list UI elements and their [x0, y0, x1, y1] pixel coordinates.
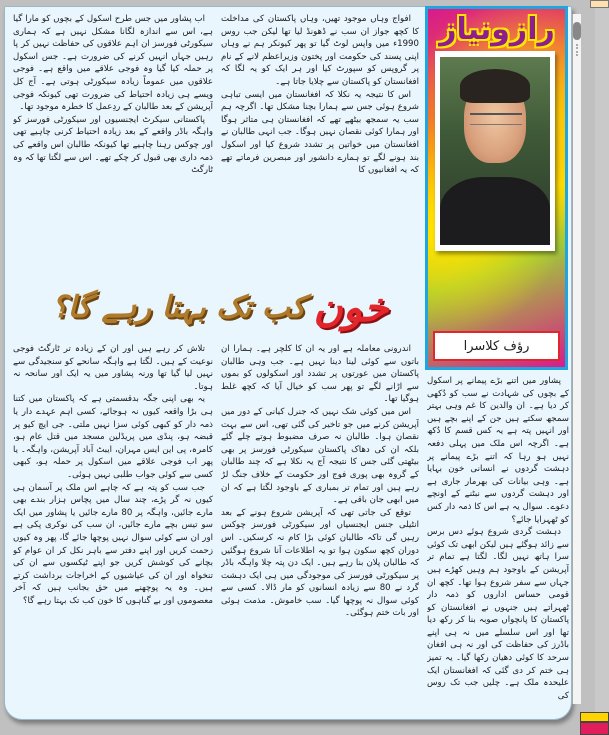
paragraph: دہشت گردی شروع ہوئے دس برس سے زائد ہوگئے ہیں لیکن ابھی تک کوئی سرا ہاتھ نہیں لگا۔ لگتا ہے تمام تر آپریشن کے باوجود ہم وہیں کھڑے ہیں جہاں سے سفر شروع ہوا تھا۔ کچھ ان قومی حساس اداروں کو ذمہ دار ٹھہراتے ہیں جنہوں نے افغانستان کو پاکستان کا پانچواں صوبہ بنا کر رکھ دیا تھا اور اس سلسلے میں نہ ہی اپنے باڈرز کی حفاظت کی اور نہ ہی افغان سرحد کا کوئی دھیان رکھا گیا۔ یہ تمیز ہی ختم کر دی گئی کہ افغانستان ایک علیحدہ ملک ہے۔ چلیں جب تک روس کی [427, 527, 569, 701]
paragraph: تلاش کر رہے ہیں اور ان کے زیادہ تر ٹارگٹ فوجی نوعیت کے ہیں۔ لگتا ہے واہگہ سانحے کو سنجیدگی سے نہیں لیا گیا تھا ورنہ پشاور میں یہ ایک اور سانحہ نہ ہوتا۔ [13, 344, 213, 392]
column-2-bottom [221, 343, 419, 709]
author-photo [440, 57, 550, 245]
paragraph: توقع کی جاتی تھی کہ آپریشن شروع ہونے کے بعد انٹیلی جنس ایجنسیاں اور سیکورٹی فورسز چوکس رہیں گی تاکہ طالبان کوئی بڑا کام نہ کرسکیں۔ اس دوران کچھ سکون ہوا تو یہ اطلاعات آنا شروع ہوگئیں کہ طالبان پلان بنا رہے ہیں۔ ایک دن پتہ چلا واہگہ باڈر پر سیکورٹی فورسز کی موجودگی میں ہی ایک دہشت گرد نے 80 سے زیادہ انسانوں کو مار ڈالا۔ کسی سے کوئی سوال نہ پوچھا گیا۔ سب خاموش۔ مذمت ہوئی اور بات ختم ہوگئی۔ [221, 507, 419, 619]
column-1-top [13, 13, 213, 271]
column-title: رازونیاز [439, 11, 555, 47]
paragraph: اب پشاور میں جس طرح اسکول کے بچوں کو مارا گیا ہے، اس سے اندازہ لگانا مشکل نہیں ہے کہ ہماری سیکورٹی فورسز ان اہم علاقوں کی حفاظت نہیں کر پا رہیں جہاں انہیں کرنے کی ضرورت ہے۔ جس اسکول پر حملہ کیا گیا وہ فوجی علاقے میں واقع ہے۔ فوجی علاقوں میں عموماً زیادہ سیکورٹی ہوتی ہے۔ آج کل ویسے ہی زیادہ احتیاط کی ضرورت تھی کیونکہ فوجی آپریشن کے بعد طالبان کے ردِعمل کا خطرہ موجود تھا۔ [13, 14, 213, 113]
paragraph: اس میں کوئی شک نہیں کہ جنرل کیانی کے دور میں آپریشن کرنے میں جو تاخیر کی گئی تھی، اس سے بہت نقصان ہوا۔ طالبان نہ صرف مضبوط ہوتے چلے گئے بلکہ ان کی دھاک پاکستان سیکورٹی فورسز پر بھی بیٹھتی گئی جس کا نتیجہ آج یہ نکلا ہے کہ چند طالبان کے گروہ بھی پوری فوج اور حکومت کے خلاف جنگ لڑ رہے ہیں اور تمام تر بمباری کے باوجود لگتا ہے کہ ان میں ابھی جان باقی ہے۔ [221, 406, 419, 506]
photo-hair [460, 69, 530, 103]
column-2-top [221, 13, 419, 271]
masthead-panel [425, 6, 568, 370]
column-logo [432, 11, 562, 47]
author-name-box [433, 331, 560, 361]
author-name: رؤف کلاسرا [463, 338, 530, 354]
scrollbar-grip-icon [576, 44, 580, 56]
paragraph: یہ بھی اپنی جگہ بدقسمتی ہے کہ پاکستان میں کتنا ہی بڑا واقعہ کیوں نہ ہوجائے، کسی اہم عہدے دار یا ذمہ دار کو کبھی کوئی سزا نہیں ملتی۔ جی ایچ کیو پر قبضہ ہو، پنڈی میں پریڈلین مسجد میں قتل عام ہو، کامرہ، پی این ایس مہران، ایبٹ آباد آپریشن، واہگہ۔ یا پھر اب فوجی علاقے میں اسکول پر حملہ ہو، کبھی کسی سے کوئی جواب طلبی نہیں ہوئی۔ [13, 394, 213, 480]
column-1-bottom [13, 343, 213, 709]
scrollbar-thumb[interactable] [573, 22, 581, 40]
top-corner-tab [590, 0, 609, 8]
headline-gold-text: کب تک بہتا رہے گا؟ [51, 289, 306, 325]
vertical-scrollbar[interactable] [572, 14, 581, 704]
paragraph: اندرونی معاملہ ہے اور یہ ان کا کلچر ہے۔ ہمارا ان باتوں سے کوئی لینا دینا نہیں ہے۔ جب وہی طالبان پاکستان میں عورتوں پر تشدد اور اسکولوں کو بموں سے اڑانے لگے تو پھر سب کو خیال آیا کہ کچھ غلط ہوگیا تھا۔ [221, 344, 419, 405]
yellow-section-tab[interactable] [580, 712, 609, 722]
paragraph: پاکستانی سیکرٹ ایجنسیوں اور سیکورٹی فورسز کو واہگہ باڈر واقعے کے بعد زیادہ احتیاط کرنی چاہیے تھی اور چوکس رہنا چاہیے تھا کیونکہ طالبان اس واقعے کی ذمہ داری بھی قبول کر چکے تھے۔ اس سے لگتا تھا کہ وہ ٹارگٹ [13, 114, 213, 176]
photo-glasses [470, 113, 522, 125]
headline-red-word: خون [313, 283, 389, 331]
paragraph: افواج وہاں موجود تھیں، وہاں پاکستان کی مداخلت کا کچھ جواز ان سب نے ڈھونڈ لیا تھا لیکن جب روس 1990ء میں واپس لوٹ گیا تو پھر کیونکر ہم نے وہاں اپنی پسند کی حکومت اور پختون وزیراعظم لانے کے نام پر گروپس کو سپورٹ کیا اور ہر ایک کو یہ لگا کہ افغانستان کو پاکستان سے چلایا جاتا ہے۔ [221, 14, 419, 87]
article-headline [25, 275, 415, 339]
paragraph: جب سب کو پتہ ہے کہ چاہے اس ملک پر آسمان ہی کیوں نہ گر پڑے، چند سال میں پچاس ہزار بندے بھی مارے جائیں، واہگہ پر 80 مارے جائیں یا پشاور میں ایک سو تیس بچے مارے جائیں، ان سب کی نوکری پکی ہے اور ان سے کوئی سوال نہیں پوچھا جائے گا، پھر وہ کیوں زحمت کریں اور اپنے دفتر سے باہر نکل کر ان عوام کو بچانے کی کوشش کریں جو اپنے ٹیکسوں سے ان کی تنخواہ اور ان کی عیاشیوں کے اخراجات برداشت کرتے ہیں۔ وہ یہ پوچھنے میں حق بجانب ہیں کہ آخر معصوموں اور بے گناہوں کا خون کب تک بہتا رہے گا؟ [13, 482, 213, 606]
pink-section-tab[interactable] [580, 722, 609, 735]
paragraph: پشاور میں اتنے بڑے پیمانے پر اسکول کے بچوں کی شہادت نے سب کو دُکھی کر دیا ہے۔ ان والدین کا غم وہی بہتر سمجھ سکتے ہیں جن کے اپنے بچے ہیں اور انہیں پتہ ہے یہ کس قسم کا دُکھ ہے۔ اگرچہ اس ملک میں پہلی دفعہ نہیں ہو رہا کہ اتنے بڑے پیمانے پر دہشت گردوں نے انسانی خون بہایا ہے۔ وہی بیانات کی بھرمار جاری ہے اور دہشت گردوں سے نبٹنے کے اونچے دعوے۔ سوال یہ ہے اس کا ذمہ دار کس کو ٹھہرایا جائے؟ [427, 376, 569, 525]
paragraph: اس کا نتیجہ یہ نکلا کہ افغانستان میں ایسی تباہی شروع ہوئی جس سے ہمارا بچنا مشکل تھا۔ اگرچہ ہم سب یہ سمجھ بیٹھے تھے کہ افغانستان ہی متاثر ہوگا اور ہمارا کوئی نقصان نہیں ہوگا۔ جب انہی طالبان نے افغانستان میں خواتین پر تشدد شروع کیا اور اسکول بند ہونے لگے تو ہمارے دانشور اور مبصرین فرماتے تھے کہ یہ افغانیوں کا [221, 89, 419, 176]
column-3-bottom [427, 375, 569, 709]
photo-shirt [440, 177, 550, 245]
